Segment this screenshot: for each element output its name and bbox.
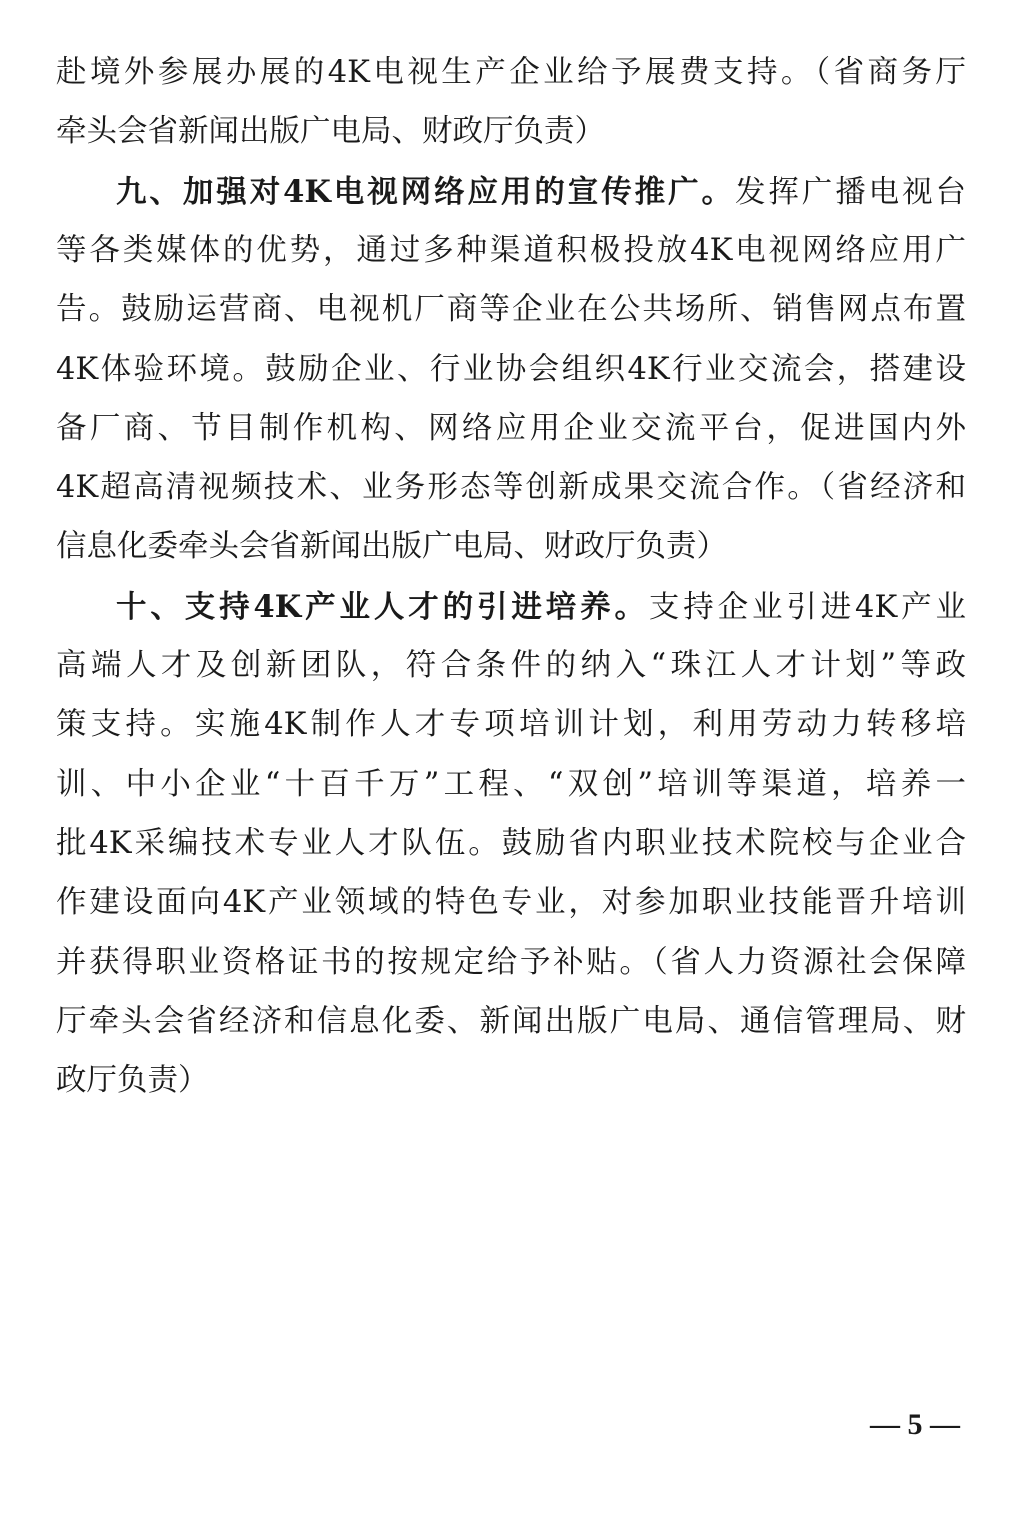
line-text: 并获得职业资格证书的按规定给予补贴。（省人力资源社会保障 (56, 944, 966, 980)
text-line (56, 400, 966, 458)
line-text: 备厂商、节目制作机构、网络应用企业交流平台，促进国内外 (56, 410, 966, 446)
text-line (116, 163, 966, 221)
line-text: 发挥广播电视台 (734, 174, 966, 210)
text-line (56, 934, 966, 992)
line-text: 告。鼓励运营商、电视机厂商等企业在公共场所、销售网点布置 (56, 292, 966, 328)
text-line (56, 874, 966, 932)
text-line (56, 44, 966, 102)
line-text: 作建设面向4K产业领域的特色专业，对参加职业技能晋升培训 (56, 885, 966, 921)
text-line (56, 815, 966, 873)
text-line (56, 518, 966, 576)
page-number: — 5 — (870, 1408, 960, 1441)
line-text: 信息化委牵头会省新闻出版广电局、财政厅负责） (56, 529, 727, 565)
text-line (56, 696, 966, 754)
line-text: 牵头会省新闻出版广电局、财政厅负责） (56, 114, 605, 150)
text-line (56, 103, 966, 161)
text-line (56, 459, 966, 517)
text-line (56, 756, 966, 814)
text-line (56, 341, 966, 399)
line-text: 策支持。实施4K制作人才专项培训计划，利用劳动力转移培 (56, 707, 966, 743)
line-text: 4K体验环境。鼓励企业、行业协会组织4K行业交流会，搭建设 (56, 351, 966, 387)
line-text: 训、中小企业“十百千万”工程、“双创”培训等渠道，培养一 (56, 766, 966, 802)
line-text: 高端人才及创新团队，符合条件的纳入“珠江人才计划”等政 (56, 648, 966, 683)
line-text: 支持企业引进4K产业 (648, 589, 966, 625)
line-text: 4K超高清视频技术、业务形态等创新成果交流合作。（省经济和 (56, 470, 966, 506)
line-text: 赴境外参展办展的4K电视生产企业给予展费支持。（省商务厅 (56, 55, 966, 90)
line-text: 厅牵头会省经济和信息化委、新闻出版广电局、通信管理局、财 (56, 1003, 966, 1039)
text-line (56, 637, 966, 695)
text-line (56, 281, 966, 339)
line-text: 政厅负责） (56, 1063, 209, 1099)
text-line (116, 578, 966, 636)
line-text: 等各类媒体的优势，通过多种渠道积极投放4K电视网络应用广 (56, 232, 966, 268)
text-line (56, 222, 966, 280)
section-heading: 十、支持4K产业人才的引进培养。 (116, 588, 649, 625)
text-line (56, 993, 966, 1051)
line-text: 批4K采编技术专业人才队伍。鼓励省内职业技术院校与企业合 (56, 825, 966, 861)
section-heading: 九、加强对4K电视网络应用的宣传推广。 (116, 173, 735, 210)
text-line (56, 1052, 966, 1110)
